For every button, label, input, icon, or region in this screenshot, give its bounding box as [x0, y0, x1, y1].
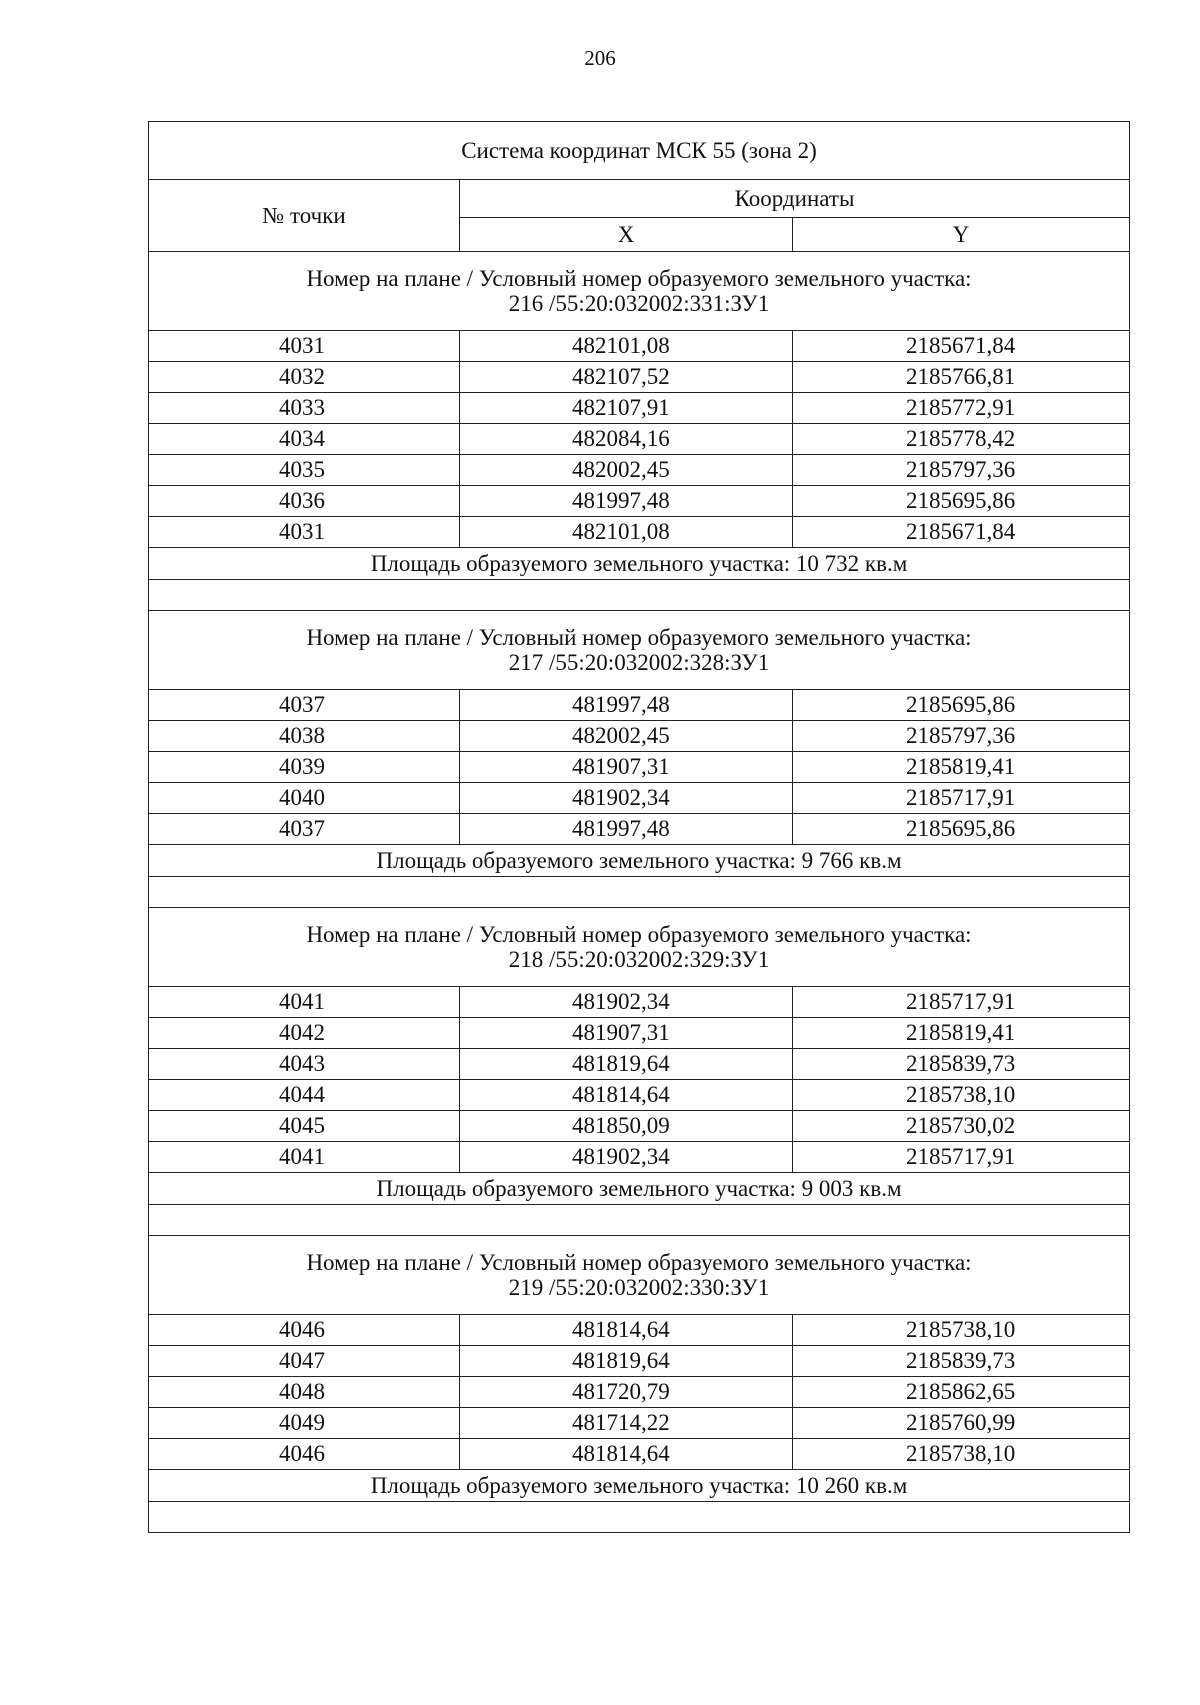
point-number: 4042 — [149, 1018, 460, 1049]
point-number: 4031 — [149, 517, 460, 548]
x-coordinate: 481814,64 — [460, 1439, 793, 1470]
y-coordinate: 2185738,10 — [793, 1315, 1130, 1346]
y-coordinate: 2185819,41 — [793, 1018, 1130, 1049]
header-row — [149, 180, 1130, 218]
point-number: 4037 — [149, 814, 460, 845]
empty-cell — [149, 1205, 1130, 1236]
y-coordinate: 2185671,84 — [793, 517, 1130, 548]
x-coordinate: 481907,31 — [460, 1018, 793, 1049]
point-number: 4045 — [149, 1111, 460, 1142]
plot-label: Номер на плане / Условный номер образуемого земельного участка: — [306, 921, 972, 947]
point-row — [149, 455, 1130, 486]
x-coordinate: 481902,34 — [460, 1142, 793, 1173]
empty-cell — [149, 877, 1130, 908]
x-coordinate: 481720,79 — [460, 1377, 793, 1408]
point-row — [149, 1346, 1130, 1377]
point-number: 4049 — [149, 1408, 460, 1439]
point-row — [149, 690, 1130, 721]
point-number: 4039 — [149, 752, 460, 783]
point-number: 4037 — [149, 690, 460, 721]
point-number: 4034 — [149, 424, 460, 455]
plot-label: Номер на плане / Условный номер образуемого земельного участка: — [306, 624, 972, 650]
point-number: 4035 — [149, 455, 460, 486]
plot-header — [149, 1236, 1130, 1315]
point-row — [149, 1377, 1130, 1408]
y-coordinate: 2185717,91 — [793, 1142, 1130, 1173]
point-number: 4044 — [149, 1080, 460, 1111]
y-coordinate: 2185772,91 — [793, 393, 1130, 424]
point-number: 4041 — [149, 987, 460, 1018]
point-row — [149, 1049, 1130, 1080]
y-coordinate: 2185797,36 — [793, 721, 1130, 752]
point-number: 4047 — [149, 1346, 460, 1377]
point-number: 4031 — [149, 331, 460, 362]
point-row — [149, 1080, 1130, 1111]
x-coordinate: 481714,22 — [460, 1408, 793, 1439]
area-row — [149, 1173, 1130, 1205]
plot-label: Номер на плане / Условный номер образуемого земельного участка: — [306, 265, 972, 291]
plot-cadastral-number: 216 /55:20:032002:331:ЗУ1 — [508, 291, 770, 316]
x-coordinate: 481907,31 — [460, 752, 793, 783]
point-row — [149, 721, 1130, 752]
x-column-header: X — [460, 218, 793, 252]
point-number: 4041 — [149, 1142, 460, 1173]
point-number-header: № точки — [149, 180, 460, 252]
point-row — [149, 987, 1130, 1018]
point-row — [149, 1142, 1130, 1173]
point-number: 4040 — [149, 783, 460, 814]
area-row — [149, 548, 1130, 580]
point-number: 4046 — [149, 1439, 460, 1470]
x-coordinate: 482084,16 — [460, 424, 793, 455]
coordinates-header: Координаты — [460, 180, 1130, 218]
x-coordinate: 482101,08 — [460, 331, 793, 362]
area-text: Площадь образуемого земельного участка: 10 260 кв.м — [149, 1470, 1130, 1502]
x-coordinate: 481814,64 — [460, 1080, 793, 1111]
area-text: Площадь образуемого земельного участка: 10 732 кв.м — [149, 548, 1130, 580]
y-coordinate: 2185797,36 — [793, 455, 1130, 486]
plot-header — [149, 252, 1130, 331]
x-coordinate: 482101,08 — [460, 517, 793, 548]
y-coordinate: 2185695,86 — [793, 486, 1130, 517]
plot-header-row — [149, 611, 1130, 690]
y-coordinate: 2185839,73 — [793, 1049, 1130, 1080]
plot-header-row — [149, 252, 1130, 331]
x-coordinate: 482107,52 — [460, 362, 793, 393]
trailing-empty-row — [149, 1502, 1130, 1533]
plot-header-row — [149, 908, 1130, 987]
empty-cell — [149, 1502, 1130, 1533]
empty-cell — [149, 580, 1130, 611]
plot-cadastral-number: 219 /55:20:032002:330:ЗУ1 — [508, 1275, 770, 1300]
point-number: 4038 — [149, 721, 460, 752]
point-row — [149, 1315, 1130, 1346]
plot-header — [149, 611, 1130, 690]
point-row — [149, 1439, 1130, 1470]
x-coordinate: 481997,48 — [460, 690, 793, 721]
x-coordinate: 481850,09 — [460, 1111, 793, 1142]
point-row — [149, 393, 1130, 424]
point-row — [149, 752, 1130, 783]
y-coordinate: 2185717,91 — [793, 783, 1130, 814]
point-number: 4032 — [149, 362, 460, 393]
x-coordinate: 481819,64 — [460, 1049, 793, 1080]
point-row — [149, 331, 1130, 362]
y-coordinate: 2185778,42 — [793, 424, 1130, 455]
plot-cadastral-number: 218 /55:20:032002:329:ЗУ1 — [508, 947, 770, 972]
separator-row — [149, 1205, 1130, 1236]
x-coordinate: 482002,45 — [460, 721, 793, 752]
separator-row — [149, 877, 1130, 908]
x-coordinate: 482002,45 — [460, 455, 793, 486]
y-column-header: Y — [793, 218, 1130, 252]
y-coordinate: 2185738,10 — [793, 1080, 1130, 1111]
separator-row — [149, 580, 1130, 611]
x-coordinate: 481902,34 — [460, 783, 793, 814]
y-coordinate: 2185695,86 — [793, 814, 1130, 845]
area-row — [149, 845, 1130, 877]
y-coordinate: 2185738,10 — [793, 1439, 1130, 1470]
plot-header-row — [149, 1236, 1130, 1315]
point-row — [149, 1018, 1130, 1049]
y-coordinate: 2185862,65 — [793, 1377, 1130, 1408]
point-row — [149, 1111, 1130, 1142]
area-text: Площадь образуемого земельного участка: 9 766 кв.м — [149, 845, 1130, 877]
x-coordinate: 481814,64 — [460, 1315, 793, 1346]
point-row — [149, 814, 1130, 845]
x-coordinate: 482107,91 — [460, 393, 793, 424]
table-title-row — [149, 122, 1130, 180]
y-coordinate: 2185839,73 — [793, 1346, 1130, 1377]
y-coordinate: 2185730,02 — [793, 1111, 1130, 1142]
y-coordinate: 2185819,41 — [793, 752, 1130, 783]
x-coordinate: 481902,34 — [460, 987, 793, 1018]
point-number: 4043 — [149, 1049, 460, 1080]
point-number: 4036 — [149, 486, 460, 517]
point-row — [149, 517, 1130, 548]
area-row — [149, 1470, 1130, 1502]
plot-header — [149, 908, 1130, 987]
y-coordinate: 2185671,84 — [793, 331, 1130, 362]
point-number: 4048 — [149, 1377, 460, 1408]
x-coordinate: 481997,48 — [460, 486, 793, 517]
y-coordinate: 2185695,86 — [793, 690, 1130, 721]
point-row — [149, 1408, 1130, 1439]
plot-label: Номер на плане / Условный номер образуемого земельного участка: — [306, 1249, 972, 1275]
table-title: Система координат МСК 55 (зона 2) — [149, 122, 1130, 180]
y-coordinate: 2185760,99 — [793, 1408, 1130, 1439]
point-row — [149, 486, 1130, 517]
area-text: Площадь образуемого земельного участка: 9 003 кв.м — [149, 1173, 1130, 1205]
point-row — [149, 783, 1130, 814]
y-coordinate: 2185766,81 — [793, 362, 1130, 393]
plot-cadastral-number: 217 /55:20:032002:328:ЗУ1 — [508, 650, 770, 675]
point-number: 4046 — [149, 1315, 460, 1346]
point-number: 4033 — [149, 393, 460, 424]
page-number: 206 — [584, 46, 616, 70]
x-coordinate: 481819,64 — [460, 1346, 793, 1377]
y-coordinate: 2185717,91 — [793, 987, 1130, 1018]
coordinates-table — [148, 121, 1130, 1533]
x-coordinate: 481997,48 — [460, 814, 793, 845]
point-row — [149, 362, 1130, 393]
point-row — [149, 424, 1130, 455]
